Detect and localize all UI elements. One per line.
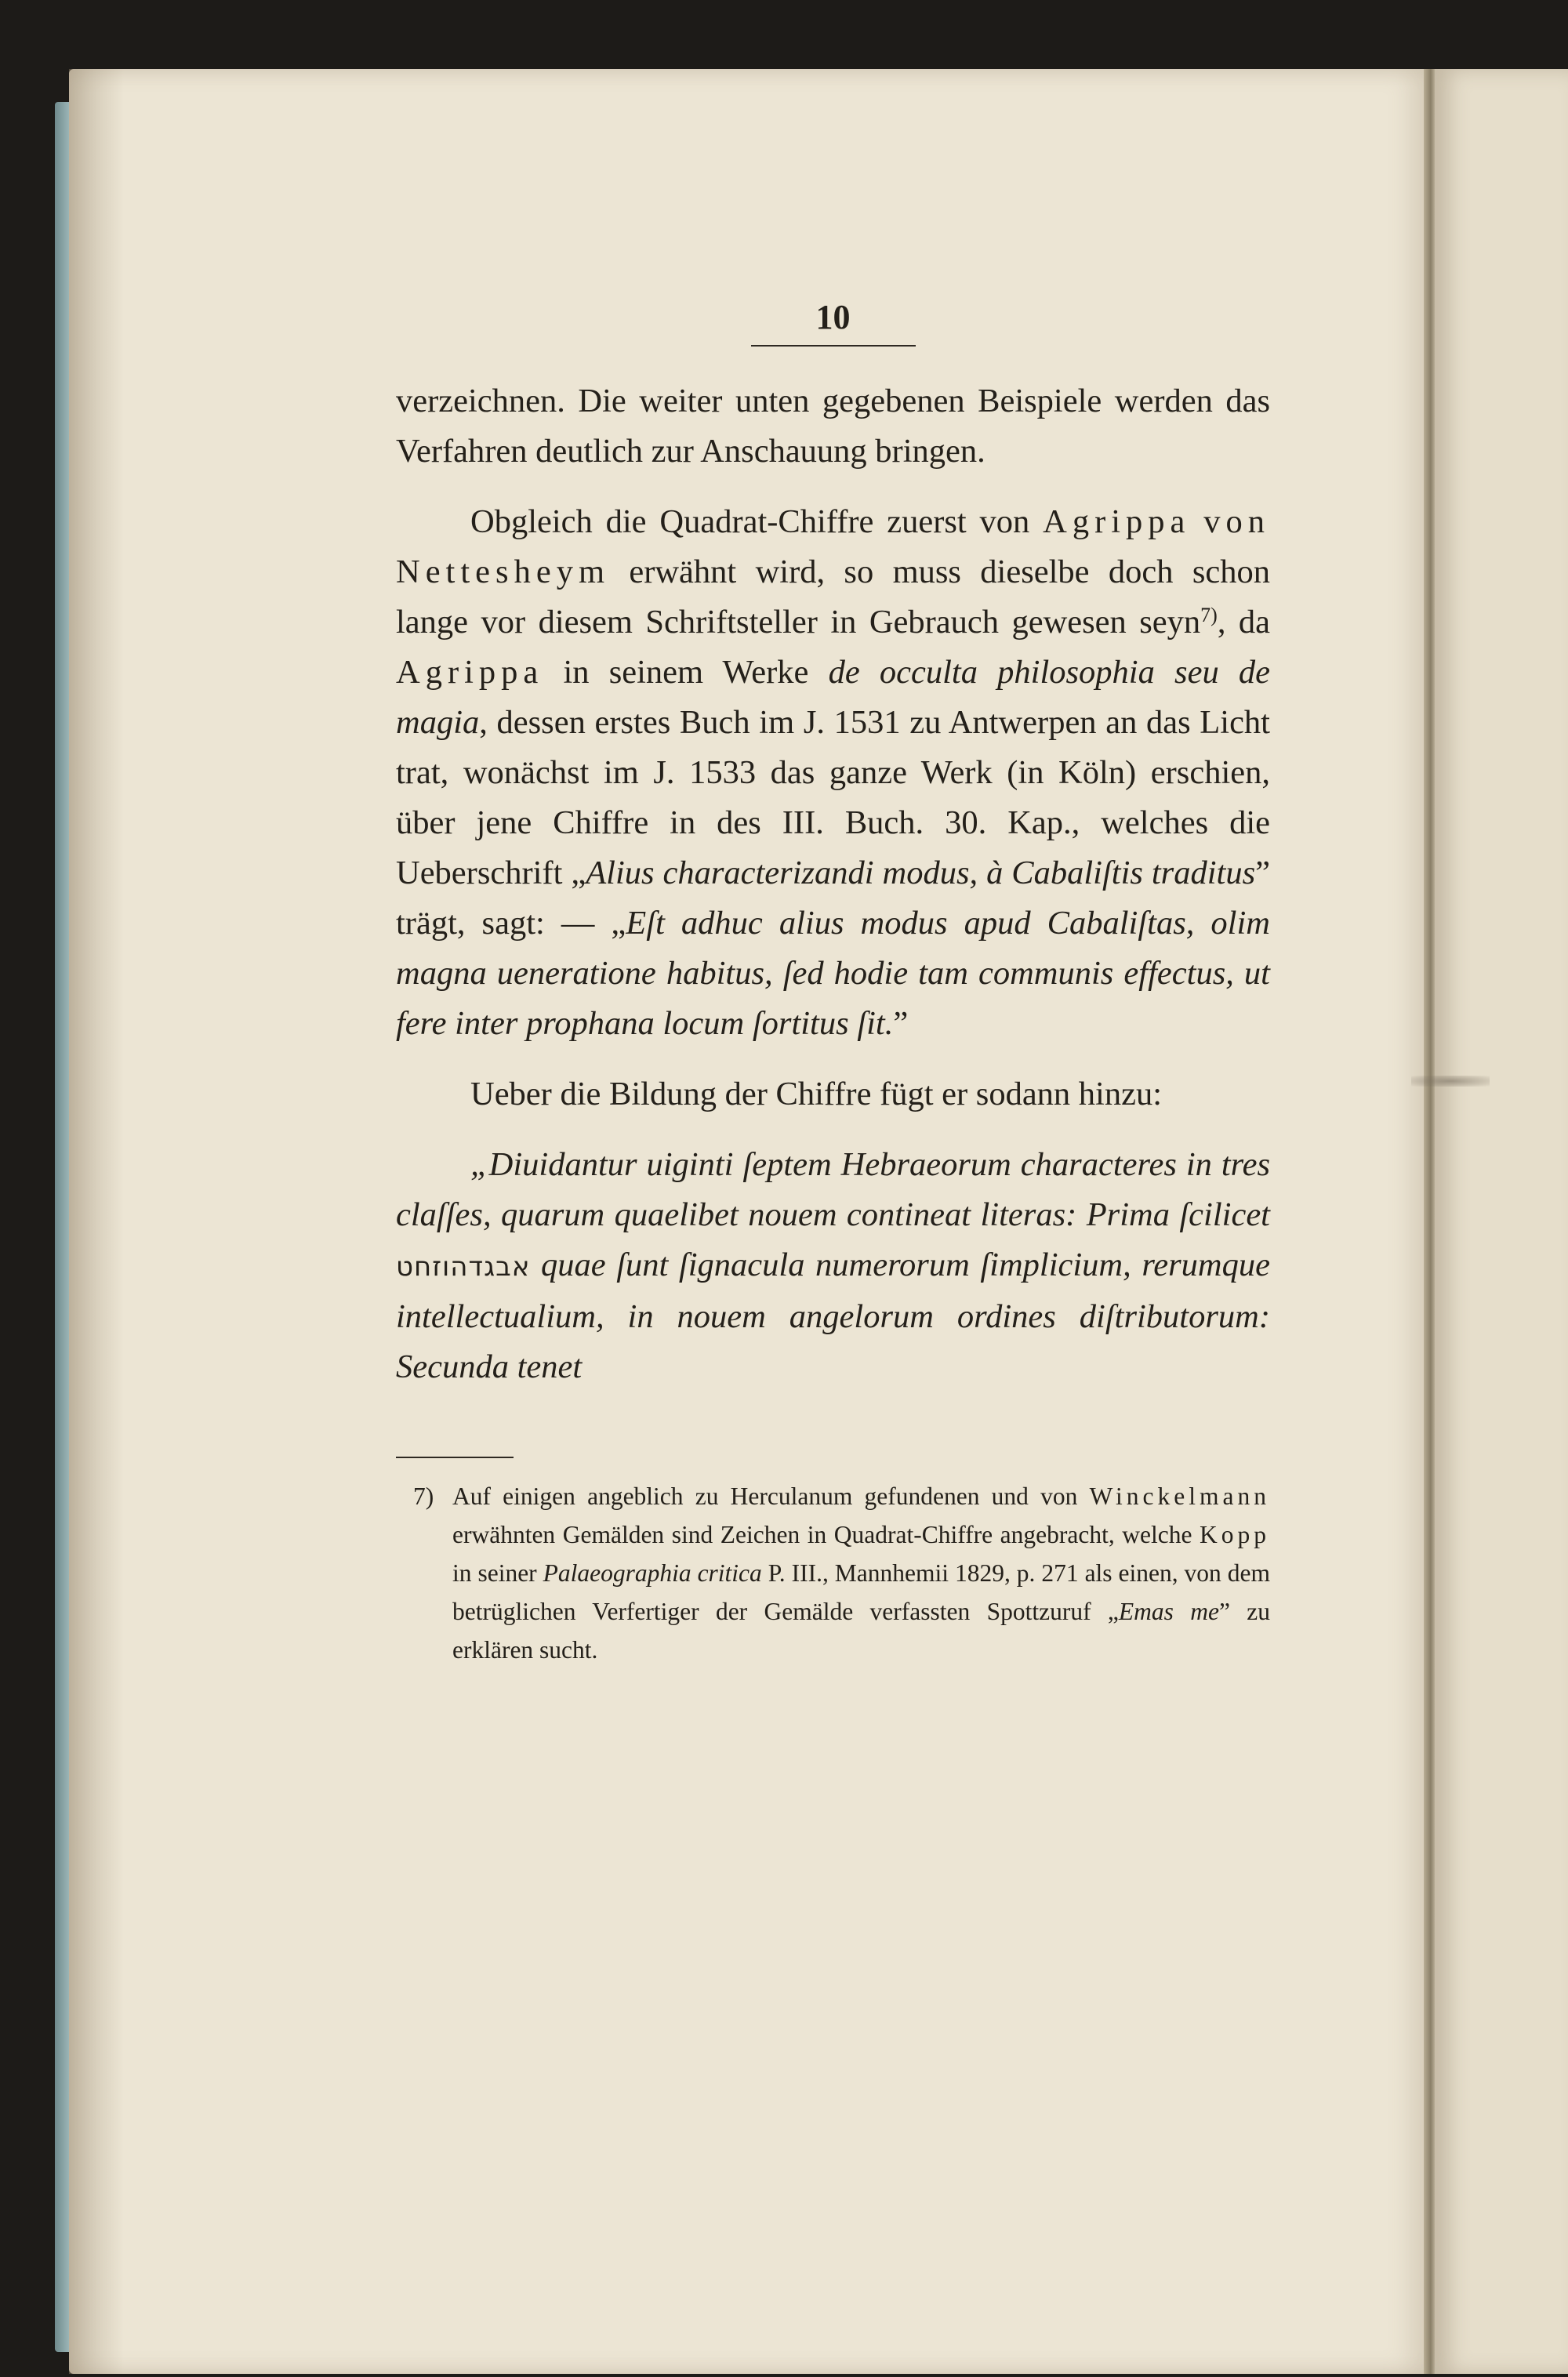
- fn-text-4: P. III., Mannhemii 1829, p. 271 als einen, von dem betrüglichen Verfertiger der Gemälde verfassten Spottzuruf „: [452, 1559, 1270, 1625]
- p2-text-7: ” trägt, sagt: — „: [396, 855, 1270, 942]
- page-shadow: [69, 69, 124, 2374]
- p4-text-1: „Diuidantur uiginti ſeptem Hebraeorum characteres in tres claſſes, quarum quaelibet nouem contineat literas: Prima ſcilicet: [396, 1146, 1270, 1233]
- p2-text-6: , dessen erstes Buch im J. 1531 zu Antwerpen an das Licht trat, wonächst im J. 1533 das ganze Werk (in Köln) erschien, über jene Chiffre in des III. Buch. 30. Kap., welches die Ueberschrift „: [396, 704, 1270, 891]
- footnote-reference[interactable]: 7): [1200, 604, 1218, 626]
- fn-text-3: in seiner: [452, 1559, 543, 1587]
- fn-text-1: Auf einigen angeblich zu Herculanum gefundenen und von: [452, 1482, 1090, 1510]
- p2-text-3: erwähnt wird, so muss dieselbe doch schon lange vor diesem Schriftsteller in Gebrauch gewesen seyn: [396, 553, 1270, 641]
- p2-text-8: ”: [893, 1005, 909, 1042]
- name-agrippa: Agrippa: [1043, 503, 1191, 540]
- name-agrippa-2: Agrippa: [396, 654, 544, 691]
- p4-text-2: quae ſunt ſignacula numerorum ſimplicium, rerumque intellectualium, in nouem angelorum ordines diſtributorum: Secunda tenet: [396, 1247, 1270, 1385]
- paragraph-4-quote: [396, 1140, 1270, 1392]
- name-kopp: Kopp: [1200, 1521, 1270, 1548]
- paragraph-2: [396, 497, 1270, 1049]
- fn-text-2: erwähnten Gemälden sind Zeichen in Quadrat-Chiffre angebracht, welche: [452, 1521, 1200, 1548]
- paragraph-1: [396, 376, 1270, 477]
- emas-me-quote: Emas me: [1118, 1598, 1219, 1625]
- chapter-heading-quote: Alius characterizandi modus, à Cabaliſtis traditus: [586, 855, 1256, 891]
- palaeographia-title: Palaeographia critica: [543, 1559, 762, 1587]
- p2-text-2: [1190, 503, 1203, 540]
- body-text: [396, 376, 1270, 1392]
- page-content: [396, 298, 1270, 1669]
- name-nettesheym: von Nettesheym: [396, 503, 1270, 590]
- work-title: de occulta philosophia seu de magia: [396, 654, 1271, 741]
- p2-text-4: , da: [1217, 604, 1270, 641]
- right-page-edge: [1435, 69, 1568, 2374]
- paragraph-1-text: verzeichnen. Die weiter unten gegebenen Beispiele werden das Verfahren deutlich zur Anschauung bringen.: [396, 383, 1270, 470]
- hebrew-letters: אבגדהוזחט: [396, 1251, 531, 1283]
- name-winckelmann: Winckelmann: [1089, 1482, 1270, 1510]
- latin-quote: Eſt adhuc alius modus apud Cabaliſtas, olim magna ueneratione habitus, ſed hodie tam communis effectus, ut fere inter prophana locum ſortitus ſit.: [396, 905, 1270, 1042]
- fn-text-5: ” zu erklären sucht.: [452, 1598, 1271, 1664]
- paragraph-3: [396, 1069, 1270, 1120]
- footnote-mark: 7): [413, 1482, 434, 1510]
- paragraph-3-text: Ueber die Bildung der Chiffre fügt er sodann hinzu:: [470, 1076, 1163, 1112]
- paper-smudge: [1411, 1076, 1490, 1087]
- p2-text-5: in seinem Werke: [543, 654, 829, 691]
- footnotes: [396, 1477, 1270, 1669]
- p2-text-1: Obgleich die Quadrat-Chiffre zuerst von: [470, 503, 1044, 540]
- footnote-7: [396, 1477, 1270, 1669]
- page-number-rule: [751, 345, 916, 347]
- footnote-rule: [396, 1457, 514, 1458]
- page-number: 10: [815, 298, 851, 336]
